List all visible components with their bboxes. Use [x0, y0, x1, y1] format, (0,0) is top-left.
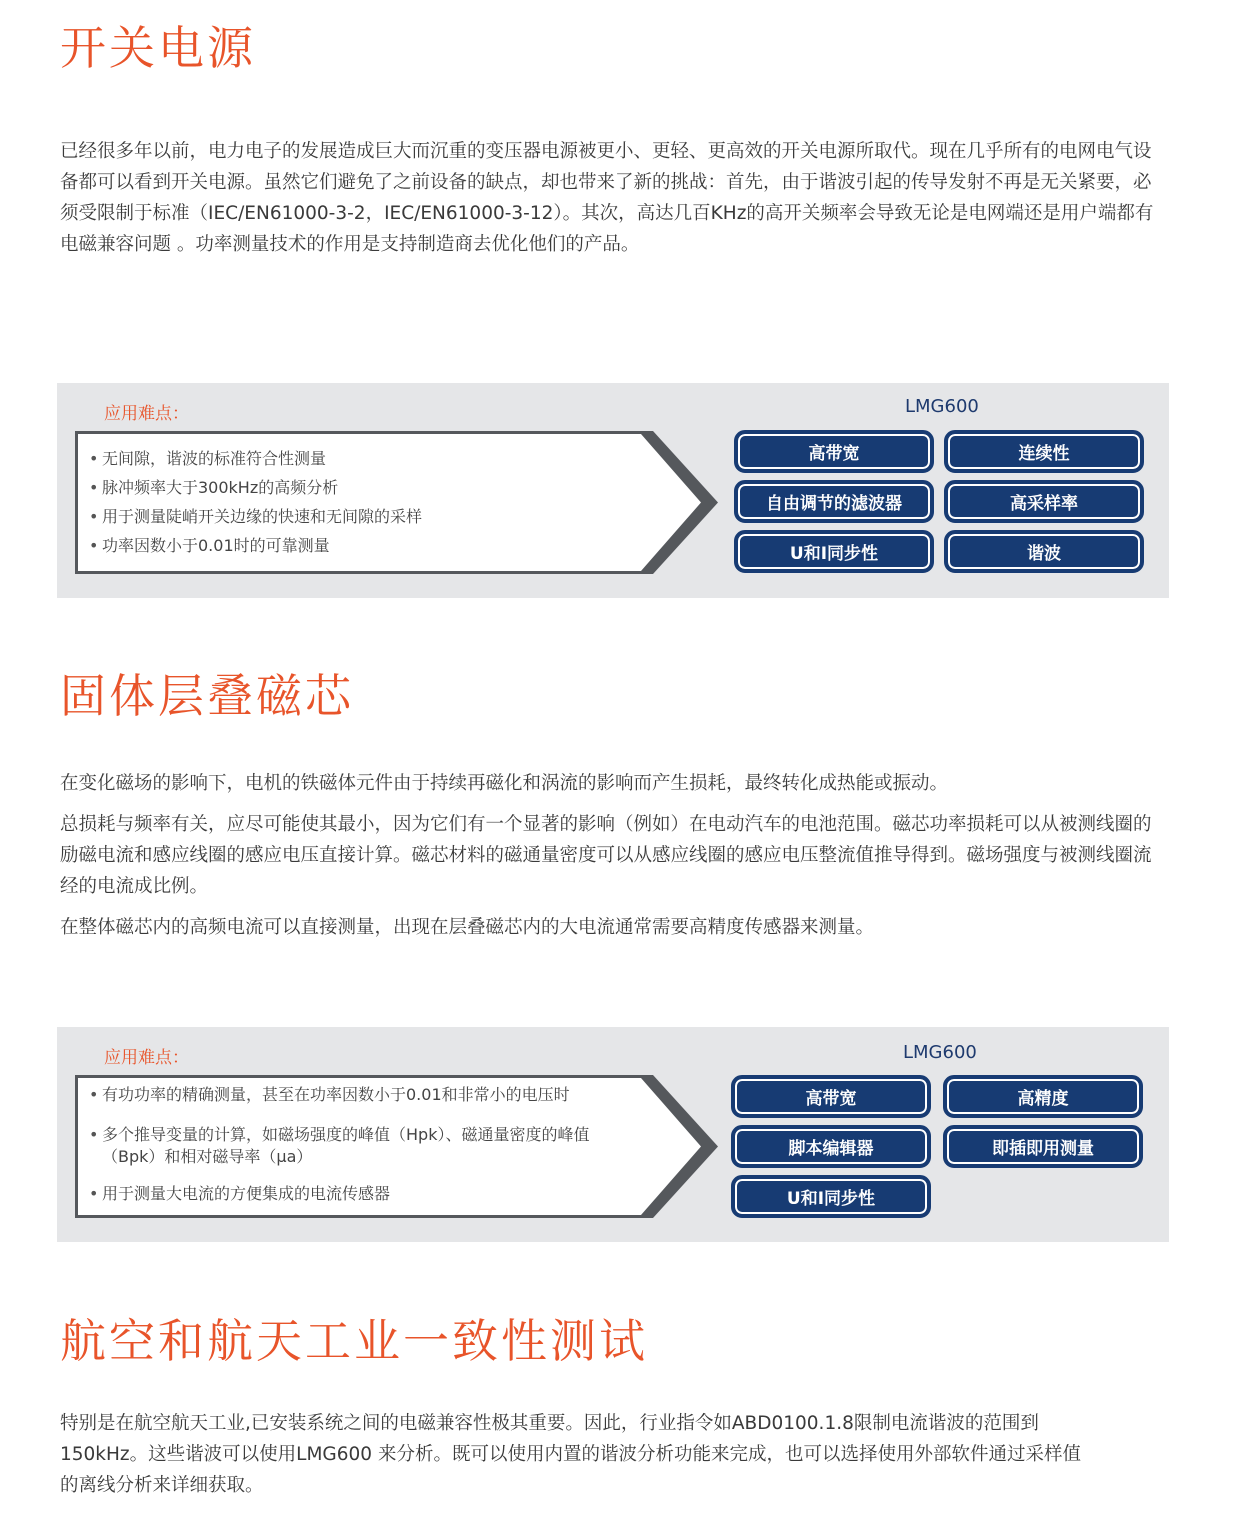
product-model-label: LMG600	[903, 1042, 977, 1063]
feature-badge-high-bandwidth: 高带宽	[734, 430, 934, 473]
list-item: • 无间隙，谐波的标准符合性测量	[89, 449, 327, 468]
feature-badge-high-bandwidth: 高带宽	[731, 1075, 931, 1118]
section-title-laminated-core: 固体层叠磁芯	[60, 669, 354, 723]
challenges-arrow-box	[75, 1075, 718, 1218]
feature-badge-plug-and-play: 即插即用测量	[943, 1125, 1143, 1168]
challenges-list	[87, 444, 647, 560]
challenges-arrow-box	[75, 431, 718, 574]
feature-badge-continuity: 连续性	[944, 430, 1144, 473]
section-title-switching-power-supply: 开关电源	[60, 21, 256, 75]
feature-badge-ui-sync: U和I同步性	[734, 530, 934, 573]
panel-heading: 应用难点：	[104, 1048, 189, 1068]
feature-badge-harmonics: 谐波	[944, 530, 1144, 573]
list-item: • 脉冲频率大于300kHz的高频分析	[89, 478, 339, 497]
section-intro-paragraph: 已经很多年以前，电力电子的发展造成巨大而沉重的变压器电源被更小、更轻、更高效的开关电源所取代。现在几乎所有的电网电气设备都可以看到开关电源。虽然它们避免了之前设备的缺点，却也带来了新的挑战：首先，由于谐波引起的传导发射不再是无关紧要，必须受限制于标准（IEC/EN61000-3-2，IEC/EN61000-3-12）。其次，高达几百KHz的高开关频率会导致无论是电网端还是用户端都有电磁兼容问题 。功率测量技术的作用是支持制造商去优化他们的产品。	[60, 141, 1154, 255]
feature-badge-ui-sync: U和I同步性	[731, 1175, 931, 1218]
application-challenges-panel	[57, 1027, 1169, 1242]
section-paragraph-1: 在变化磁场的影响下，电机的铁磁体元件由于持续再磁化和涡流的影响而产生损耗，最终转化成热能或振动。	[60, 773, 949, 794]
feature-badge-high-precision: 高精度	[943, 1075, 1143, 1118]
feature-badge-high-sampling-rate: 高采样率	[944, 480, 1144, 523]
section-intro-paragraph: 特别是在航空航天工业,已安装系统之间的电磁兼容性极其重要。因此，行业指令如ABD0100.1.8限制电流谐波的范围到150kHz。这些谐波可以使用LMG600 来分析。既可以使用内置的谐波分析功能来完成，也可以选择使用外部软件通过采样值的离线分析来详细获取。	[60, 1413, 1081, 1496]
section-paragraph-2: 总损耗与频率有关，应尽可能使其最小，因为它们有一个显著的影响（例如）在电动汽车的电池范围。磁芯功率损耗可以从被测线圈的励磁电流和感应线圈的感应电压直接计算。磁芯材料的磁通量密度可以从感应线圈的感应电压整流值推导得到。磁场强度与被测线圈流经的电流成比例。	[60, 814, 1152, 897]
list-item: • 用于测量陡峭开关边缘的快速和无间隙的采样	[89, 507, 423, 526]
product-model-label: LMG600	[905, 396, 979, 417]
feature-badge-script-editor: 脚本编辑器	[731, 1125, 931, 1168]
feature-badge-adjustable-filter: 自由调节的滤波器	[734, 480, 934, 523]
challenges-list	[87, 1083, 647, 1206]
section-title-aerospace-compliance: 航空和航天工业一致性测试	[60, 1314, 648, 1368]
list-item: • 有功功率的精确测量，甚至在功率因数小于0.01和非常小的电压时	[89, 1085, 570, 1104]
list-item: • 用于测量大电流的方便集成的电流传感器	[89, 1184, 391, 1203]
list-item: • 多个推导变量的计算，如磁场强度的峰值（Hpk）、磁通量密度的峰值（Bpk）和相对磁导率（μa）	[89, 1125, 590, 1166]
application-challenges-panel	[57, 383, 1169, 598]
panel-heading: 应用难点：	[104, 404, 189, 424]
section-paragraph-3: 在整体磁芯内的高频电流可以直接测量，出现在层叠磁芯内的大电流通常需要高精度传感器来测量。	[60, 917, 875, 938]
list-item: • 功率因数小于0.01时的可靠测量	[89, 536, 330, 555]
